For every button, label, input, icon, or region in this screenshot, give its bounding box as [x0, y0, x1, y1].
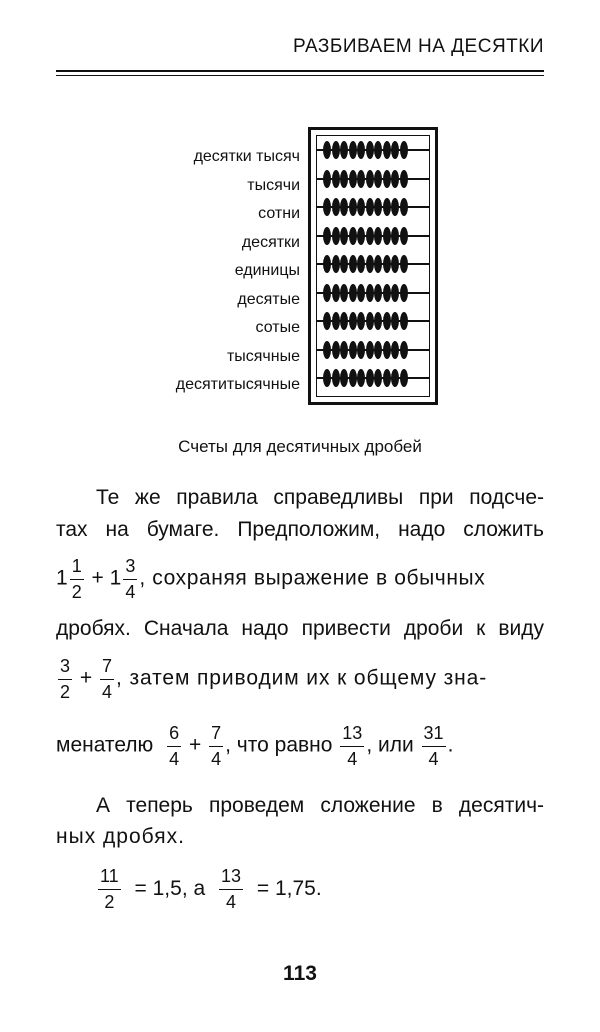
fraction — [100, 656, 114, 702]
fraction — [98, 866, 121, 912]
abacus-bead — [366, 312, 374, 330]
abacus-bead — [340, 369, 348, 387]
abacus-bead — [366, 170, 374, 188]
abacus-bead — [323, 227, 331, 245]
abacus-bead-row — [323, 227, 408, 245]
abacus-bead — [332, 341, 340, 359]
running-header: РАЗБИВАЕМ НА ДЕСЯТКИ — [293, 36, 544, 57]
abacus-bead — [400, 170, 408, 188]
abacus-bead — [357, 341, 365, 359]
abacus-bead — [391, 341, 399, 359]
numerator: 7 — [100, 656, 114, 680]
abacus-bead — [340, 198, 348, 216]
abacus-label: десятые — [237, 290, 300, 308]
denominator: 2 — [71, 581, 82, 602]
abacus-bead — [391, 369, 399, 387]
abacus-bead — [332, 369, 340, 387]
abacus-bead — [349, 170, 357, 188]
paragraph-line-with-fractions — [56, 656, 487, 702]
equation — [96, 866, 322, 912]
abacus-bead — [323, 255, 331, 273]
abacus-bead — [340, 227, 348, 245]
abacus-bead — [400, 284, 408, 302]
numerator: 3 — [123, 556, 137, 580]
abacus-bead — [374, 141, 382, 159]
denominator: 4 — [211, 748, 222, 769]
abacus-bead — [323, 170, 331, 188]
denominator: 4 — [169, 748, 180, 769]
abacus-bead-row — [323, 341, 408, 359]
text-run: , или — [366, 733, 414, 757]
abacus-bead — [340, 170, 348, 188]
abacus-bead — [374, 369, 382, 387]
abacus-bead-row — [323, 255, 408, 273]
abacus-bead — [357, 170, 365, 188]
abacus-bead — [400, 141, 408, 159]
abacus-bead-row — [323, 170, 408, 188]
abacus-bead — [400, 369, 408, 387]
denominator: 4 — [347, 748, 358, 769]
abacus-bead — [383, 141, 391, 159]
abacus-bead — [383, 227, 391, 245]
abacus-bead — [391, 255, 399, 273]
abacus-bead — [366, 369, 374, 387]
abacus-bead — [323, 284, 331, 302]
abacus-bead — [400, 198, 408, 216]
abacus-bead-row — [323, 141, 408, 159]
abacus-bead — [374, 255, 382, 273]
paragraph-line: А теперь проведем сложение в десятич- — [96, 794, 544, 817]
abacus-bead — [357, 141, 365, 159]
abacus-bead — [323, 141, 331, 159]
paragraph-line: дробях. Сначала надо привести дроби к виду — [56, 617, 544, 640]
abacus-bead — [400, 227, 408, 245]
whole-number: 1 — [109, 566, 122, 590]
abacus-bead — [374, 284, 382, 302]
abacus-bead — [383, 369, 391, 387]
abacus-bead — [332, 255, 340, 273]
abacus-label: тысячи — [247, 176, 300, 194]
abacus-bead — [349, 341, 357, 359]
text-run: , сохраняя выражение в обычных — [139, 566, 486, 590]
abacus-bead — [391, 141, 399, 159]
denominator: 2 — [104, 891, 115, 912]
abacus-bead — [332, 284, 340, 302]
abacus-bead — [357, 227, 365, 245]
abacus-bead — [357, 369, 365, 387]
fraction — [167, 723, 181, 769]
figure-caption: Счеты для десятичных дробей — [178, 437, 422, 456]
abacus-bead — [366, 227, 374, 245]
abacus-bead — [323, 341, 331, 359]
abacus-bead — [400, 312, 408, 330]
abacus-label: десятитысячные — [175, 376, 300, 393]
paragraph-line-with-fractions — [56, 556, 485, 602]
abacus-bead — [400, 341, 408, 359]
abacus-bead — [391, 312, 399, 330]
text-run: менателю — [56, 733, 154, 757]
abacus-bead — [332, 141, 340, 159]
abacus-bead — [340, 312, 348, 330]
denominator: 4 — [428, 748, 439, 769]
abacus-label: сотни — [258, 205, 300, 222]
abacus-bead — [366, 341, 374, 359]
denominator: 4 — [226, 891, 237, 912]
abacus-bead — [366, 141, 374, 159]
whole-number: 1 — [56, 566, 68, 590]
abacus-bead — [349, 369, 357, 387]
abacus-bead — [383, 255, 391, 273]
abacus-bead — [366, 198, 374, 216]
abacus-label: сотые — [255, 319, 300, 336]
text-run: , что равно — [225, 733, 333, 757]
abacus-bead — [340, 141, 348, 159]
header-rule-thin — [56, 75, 544, 76]
plus-sign: + — [79, 666, 93, 690]
abacus-bead — [357, 284, 365, 302]
abacus-inner-frame — [316, 135, 430, 397]
abacus-bead — [383, 312, 391, 330]
numerator: 6 — [167, 723, 181, 747]
abacus-bead — [340, 341, 348, 359]
abacus-bead — [357, 198, 365, 216]
abacus-bead — [323, 198, 331, 216]
abacus-bead — [349, 312, 357, 330]
abacus-bead-row — [323, 198, 408, 216]
fraction — [422, 723, 446, 769]
fraction — [340, 723, 364, 769]
abacus-label: тысячные — [226, 347, 300, 365]
paragraph-line: Те же правила справедливы при подсче- — [96, 486, 544, 509]
abacus-bead — [374, 227, 382, 245]
abacus-bead — [374, 312, 382, 330]
numerator: 13 — [340, 723, 364, 747]
numerator: 1 — [70, 556, 84, 580]
abacus-bead — [391, 284, 399, 302]
abacus-bead-row — [323, 369, 408, 387]
abacus-bead — [391, 198, 399, 216]
fraction — [70, 556, 84, 602]
abacus-bead — [383, 170, 391, 188]
abacus-bead — [323, 369, 331, 387]
abacus-label: единицы — [234, 262, 300, 279]
text-run: = 1,75. — [256, 876, 322, 900]
abacus-bead — [383, 198, 391, 216]
abacus-bead — [323, 312, 331, 330]
abacus-bead — [391, 170, 399, 188]
denominator: 4 — [101, 681, 112, 702]
numerator: 11 — [98, 866, 121, 890]
abacus-bead — [357, 255, 365, 273]
abacus-bead — [366, 284, 374, 302]
abacus-bead — [349, 227, 357, 245]
abacus-bead — [349, 141, 357, 159]
text-run: . — [447, 733, 454, 757]
abacus-bead — [374, 341, 382, 359]
paragraph-line: ных дробях. — [56, 825, 185, 848]
fraction — [123, 556, 137, 602]
abacus-bead — [374, 170, 382, 188]
abacus-frame — [308, 127, 438, 405]
abacus-bead — [332, 227, 340, 245]
plus-sign: + — [91, 566, 104, 590]
fraction — [58, 656, 72, 702]
abacus-bead — [391, 227, 399, 245]
numerator: 3 — [58, 656, 72, 680]
header-rule — [56, 70, 544, 72]
numerator: 13 — [219, 866, 243, 890]
fraction — [219, 866, 243, 912]
abacus-bead — [400, 255, 408, 273]
numerator: 31 — [422, 723, 446, 747]
abacus-bead — [332, 312, 340, 330]
abacus-bead — [332, 170, 340, 188]
abacus-bead-row — [323, 284, 408, 302]
text-run: = 1,5, а — [134, 876, 206, 900]
abacus-bead — [340, 255, 348, 273]
plus-sign: + — [189, 733, 202, 757]
denominator: 4 — [125, 581, 136, 602]
abacus-bead — [349, 284, 357, 302]
page-number: 113 — [283, 962, 317, 985]
abacus-label: десятки — [241, 233, 300, 251]
abacus-label: десятки тысяч — [193, 148, 300, 165]
abacus-bead — [357, 312, 365, 330]
abacus-bead — [383, 341, 391, 359]
abacus-bead — [340, 284, 348, 302]
abacus-bead-row — [323, 312, 408, 330]
abacus-bead — [374, 198, 382, 216]
abacus-bead — [383, 284, 391, 302]
numerator: 7 — [209, 723, 223, 747]
abacus-bead — [349, 255, 357, 273]
paragraph-line-with-fractions — [56, 723, 453, 769]
abacus-bead — [332, 198, 340, 216]
abacus-bead — [349, 198, 357, 216]
denominator: 2 — [60, 681, 71, 702]
fraction — [209, 723, 223, 769]
abacus-bead — [366, 255, 374, 273]
abacus-labels — [176, 143, 300, 400]
paragraph-line: тах на бумаге. Предположим, надо сложить — [56, 518, 544, 541]
text-run: , затем приводим их к общему зна- — [115, 666, 488, 690]
